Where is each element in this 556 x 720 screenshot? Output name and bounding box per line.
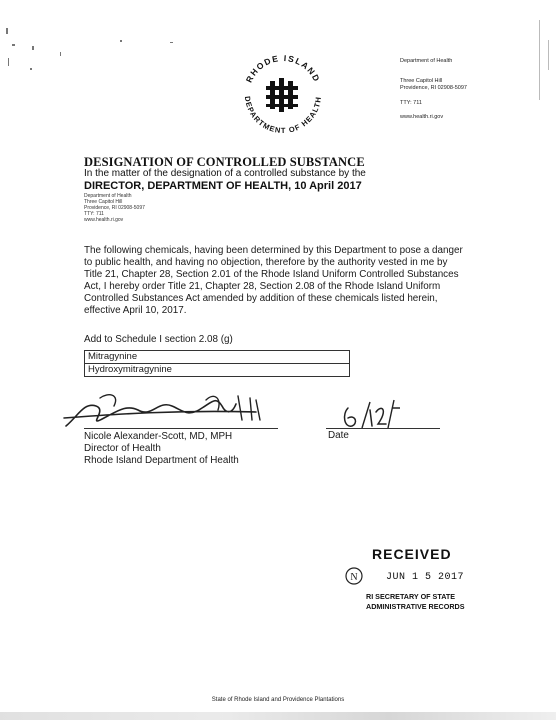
small-address-line: TTY: 711 — [84, 211, 104, 217]
signer-title: Director of Health — [84, 443, 161, 454]
signature-line — [84, 428, 278, 429]
header-address-line: Three Capitol Hill — [400, 78, 443, 84]
small-address-line: www.health.ri.gov — [84, 217, 124, 223]
signer-name: Nicole Alexander-Scott, MD, MPH — [84, 431, 233, 442]
seal-bottom-text: DEPARTMENT OF HEALTH — [242, 95, 324, 136]
schedule-line: Add to Schedule I section 2.08 (g) — [84, 334, 233, 345]
substance-row: Mitragynine — [88, 351, 138, 362]
document-title: DESIGNATION OF CONTROLLED SUBSTANCE — [84, 155, 365, 169]
header-address-line: TTY: 711 — [400, 100, 422, 106]
document-subtitle: In the matter of the designation of a controlled substance by the — [84, 168, 366, 179]
seal-emblem-icon — [266, 78, 298, 112]
small-address-line: Providence, RI 02908-5097 — [84, 205, 145, 211]
date-line — [326, 428, 440, 429]
stamp-initial-circle — [344, 566, 364, 586]
scan-speck — [32, 46, 34, 50]
received-stamp-line2: ADMINISTRATIVE RECORDS — [366, 602, 465, 611]
handwritten-date-value: 6/12/17 — [340, 394, 344, 395]
scan-speck — [30, 68, 32, 70]
received-stamp-title: RECEIVED — [372, 546, 452, 562]
page-footer: State of Rhode Island and Providence Plantations — [211, 697, 345, 703]
received-stamp-line1: RI SECRETARY OF STATE — [366, 592, 456, 601]
stamp-initial: N — [350, 572, 358, 583]
scan-speck — [6, 28, 8, 34]
scan-edge — [0, 712, 556, 720]
header-address-line: Providence, RI 02908-5097 — [400, 85, 467, 91]
seal-top-text: RHODE ISLAND — [243, 52, 323, 85]
scan-speck — [120, 40, 122, 42]
header-address-line: Department of Health — [400, 58, 453, 64]
small-address-line: Department of Health — [84, 193, 132, 199]
signer-organization: Rhode Island Department of Health — [84, 455, 239, 466]
substance-row: Hydroxymitragynine — [85, 363, 349, 376]
scan-speck — [548, 40, 549, 70]
order-paragraph: The following chemicals, having been determined by this Department to pose a danger to public health, and having no objection, therefore by the authority vested in me by Title 21, Chapter 28, Section 2.01 of the Rhode Island Uniform Controlled Substances Act, I hereby order Title 21, Chapter 28, Section 2.08 of the Rhode Island Uniform Controlled Substances Act amended by addition of these chemicals listed herein, effective April 10, 2017. — [84, 245, 463, 316]
small-address-line: Three Capitol Hill — [84, 199, 123, 205]
date-label: Date — [328, 430, 349, 441]
scan-speck — [170, 42, 173, 43]
substance-table — [84, 350, 350, 377]
received-stamp-date: JUN 1 5 2017 — [386, 572, 465, 583]
director-line: DIRECTOR, DEPARTMENT OF HEALTH, 10 April 2017 — [84, 180, 362, 192]
scan-speck — [60, 52, 61, 56]
scan-speck — [539, 20, 540, 100]
department-of-health-seal — [236, 48, 330, 142]
header-website: www.health.ri.gov — [400, 114, 444, 120]
scan-speck — [8, 58, 9, 66]
scan-speck — [12, 44, 15, 46]
